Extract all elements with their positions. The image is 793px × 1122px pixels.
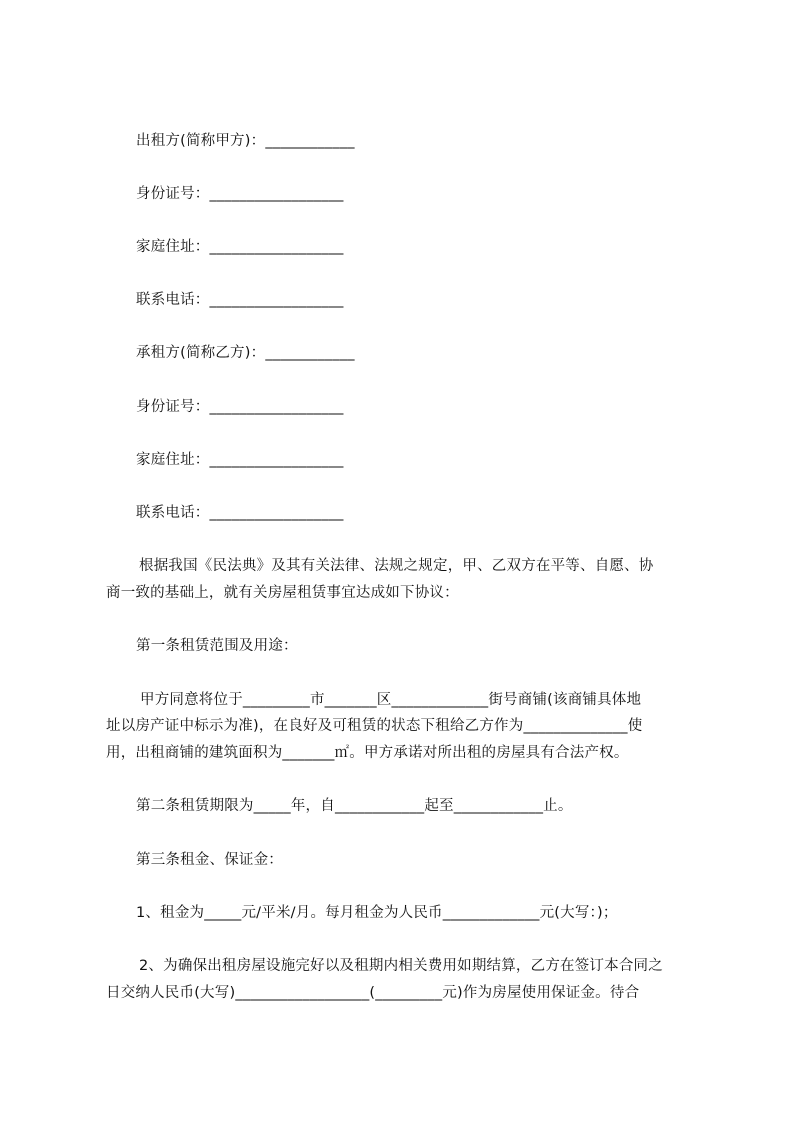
article1-line-3: 用，出租商铺的建筑面积为_______㎡。甲方承诺对所出租的房屋具有合法产权。 — [106, 745, 629, 761]
article1-heading: 第一条租赁范围及用途： — [136, 638, 298, 654]
article3-item-2-line-1: 2、为确保出租房屋设施完好以及租期内相关费用如期结算，乙方在签订本合同之 — [139, 958, 663, 974]
article3-heading: 第三条租金、保证金： — [136, 852, 283, 868]
article1-line-2: 址以房产证中标示为准)，在良好及可租赁的状态下租给乙方作为______________使 — [106, 718, 643, 734]
party-a-address: 家庭住址：__________________ — [136, 239, 344, 255]
party-a-id-number: 身份证号：__________________ — [136, 186, 344, 202]
party-b-title: 承租方(简称乙方)：____________ — [136, 345, 355, 361]
party-b-id-number: 身份证号：__________________ — [136, 399, 344, 415]
preamble-line-1: 根据我国《民法典》及其有关法律、法规之规定，甲、乙双方在平等、自愿、协 — [139, 558, 654, 574]
preamble-line-2: 商一致的基础上，就有关房屋租赁事宜达成如下协议： — [106, 585, 459, 601]
article2-text: 第二条租赁期限为_____年，自____________起至____________止。 — [136, 798, 573, 814]
article3-item-2-line-2: 日交纳人民币(大写)__________________(_________元)作为房屋使用保证金。待合 — [106, 985, 640, 1001]
article3-item-1: 1、租金为_____元/平米/月。每月租金为人民币_____________元(大写：)； — [136, 905, 618, 921]
party-a-title: 出租方(简称甲方)：____________ — [136, 133, 355, 149]
party-b-address: 家庭住址：__________________ — [136, 452, 344, 468]
party-b-phone: 联系电话：__________________ — [136, 505, 344, 521]
party-a-phone: 联系电话：__________________ — [136, 292, 344, 308]
article1-line-1: 甲方同意将位于_________市_______区_____________街号商铺(该商铺具体地 — [140, 692, 642, 708]
